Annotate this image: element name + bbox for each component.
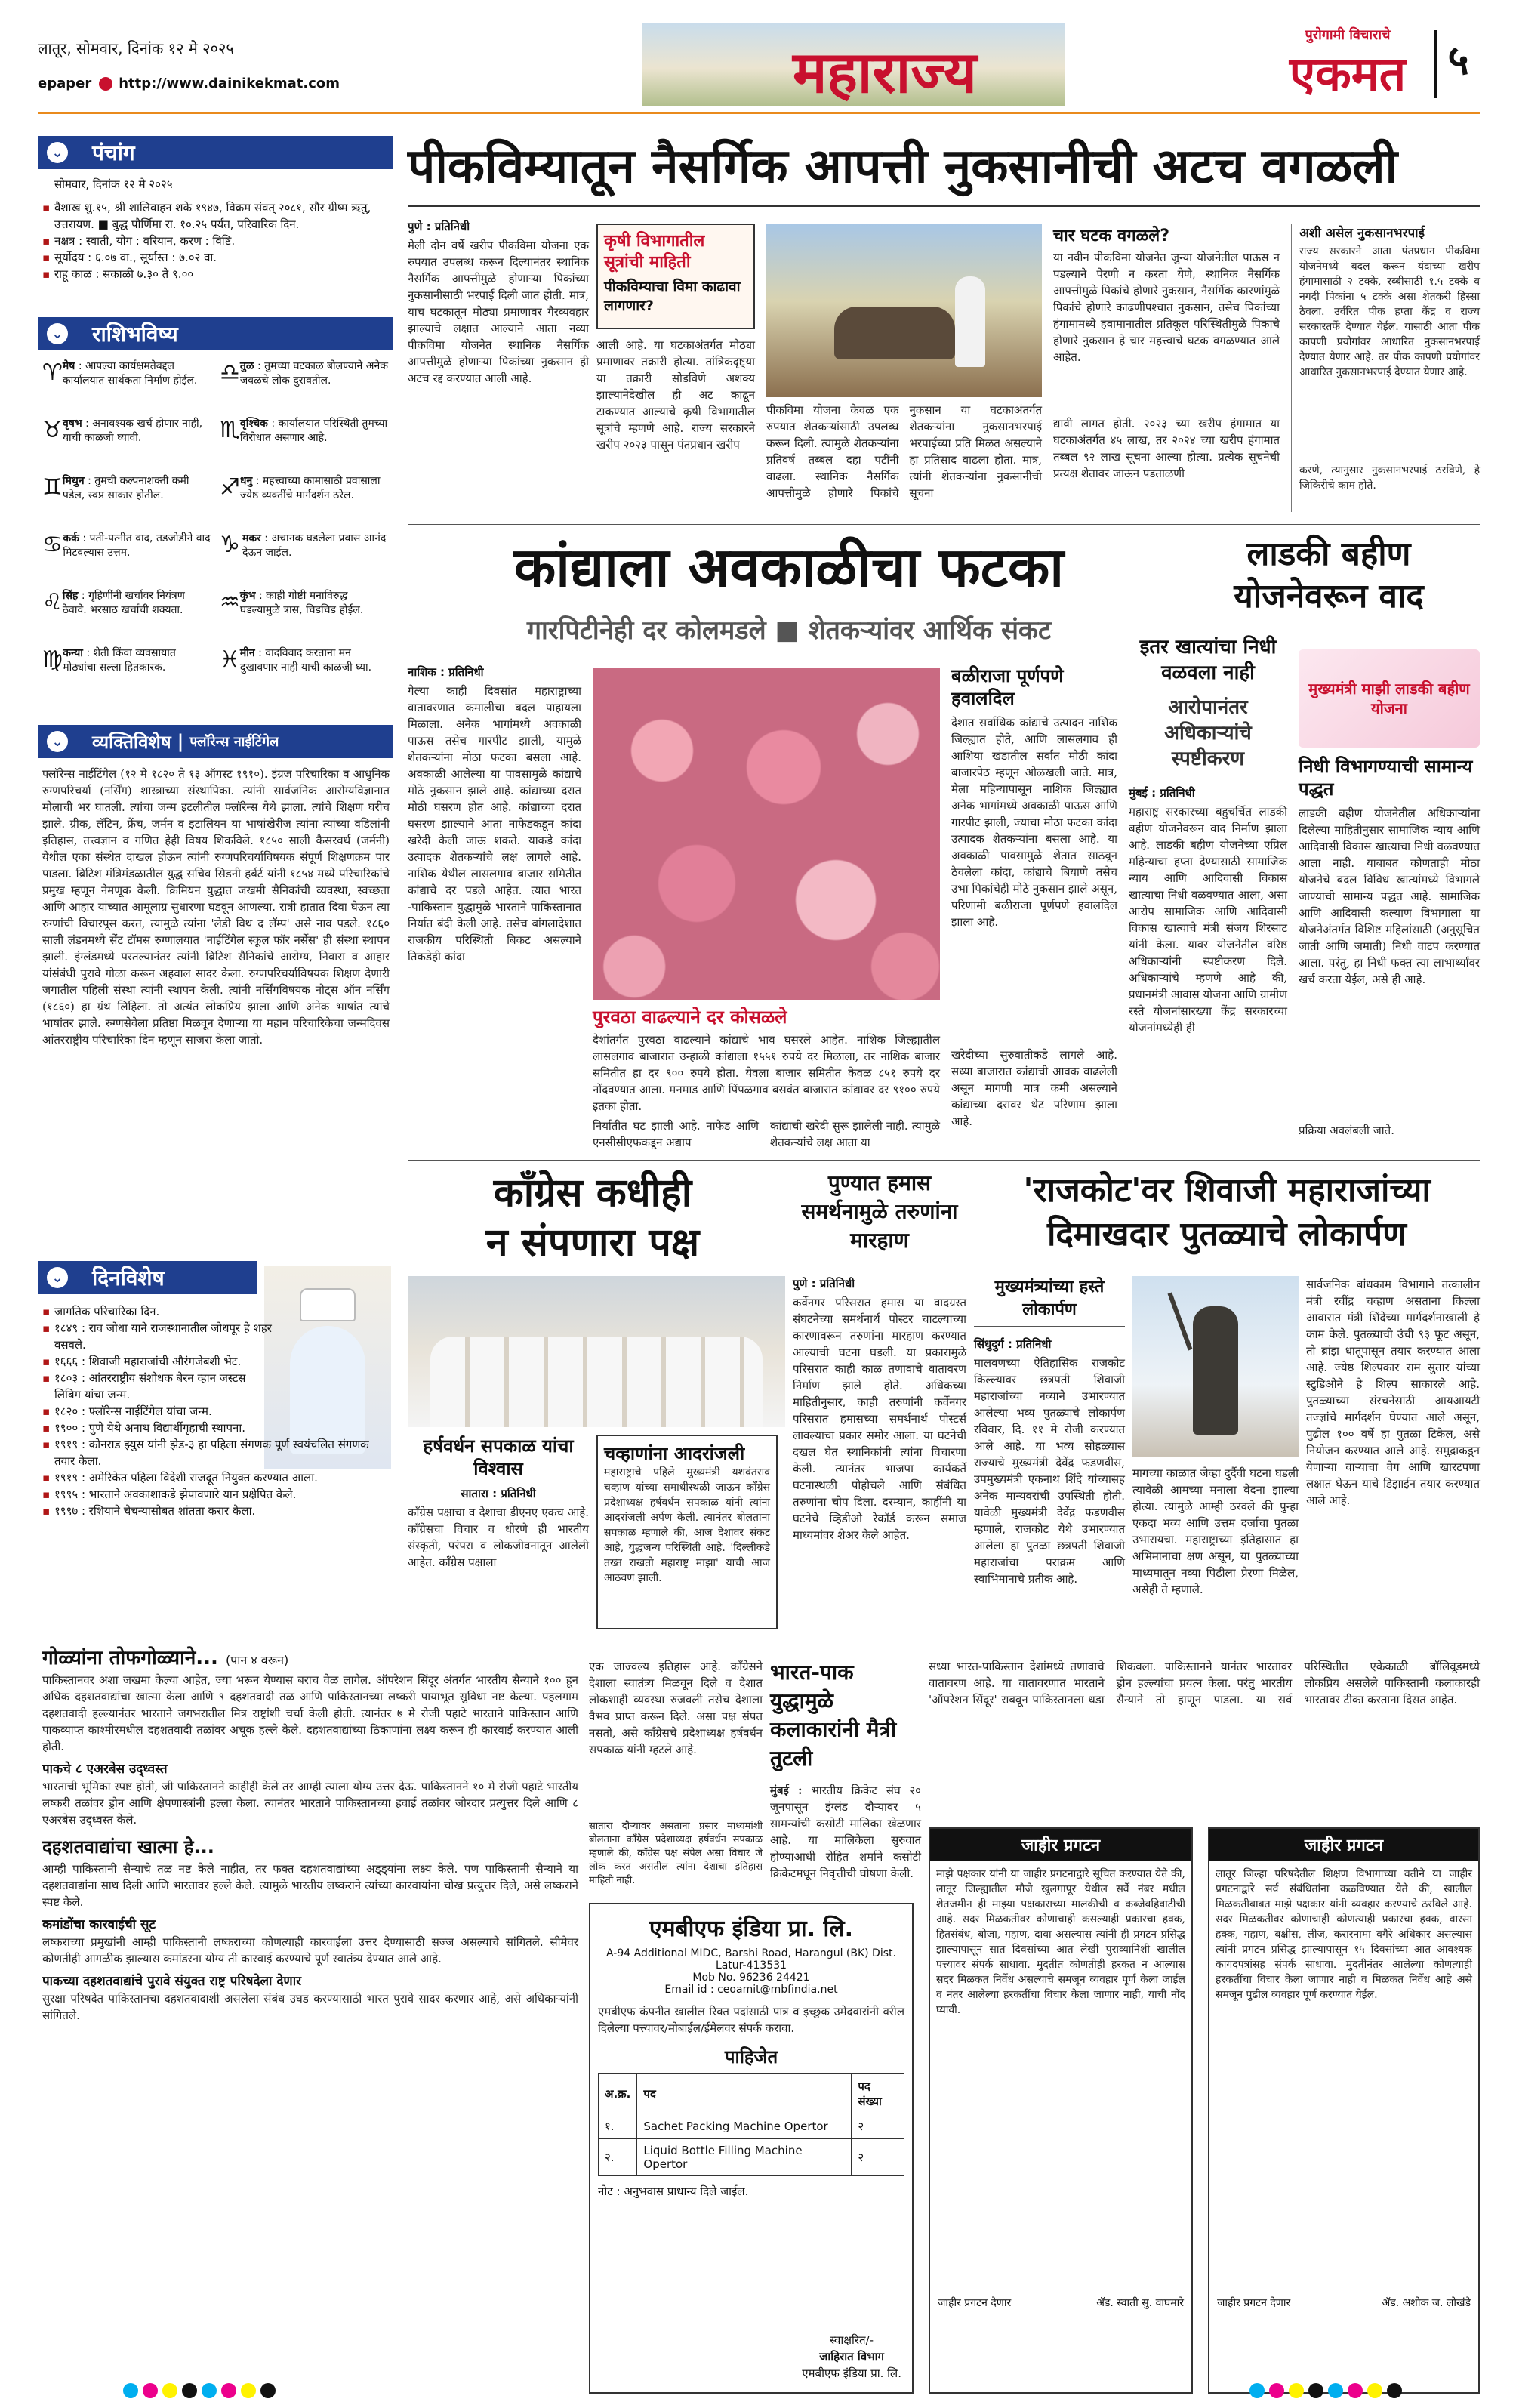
registration-marks-right [1247,2383,1404,2401]
sword-icon [1168,1292,1193,1350]
cricket-text: मुंबई : भारतीय क्रिकेट संघ २० जूनपासून इंग्लंड दौऱ्यावर ५ सामन्यांची कसोटी मालिका खेळणार आहे. या मालिकेला सुरुवात होण्याआधी रोहित शर्माने कसोटी क्रिकेटमधून निवृत्तीची घोषणा केली. [770,1784,921,1880]
lead-sidebar-text: या नवीन पीकविमा योजनेत जुन्या योजनेतील पाऊस न पडल्याने पेरणी न करता येणे, स्थानिक नैसर्गिक आपत्तीमुळे पिकांचे होणारे नुकसान, नैसर्गिक कारणांमुळे पिकांचे होणारे काढणीपश्चात नुकसान, तसेच पिकांच्या हंगामामध्ये हवामानातील प्रतिकूल परिस्थितीमुळे पिकांचे होणारे नुकसान हे चार महत्त्वाचे घटक वगळण्यात आले आहेत. [1053,251,1280,364]
dinvishesh-item: ▪ १९१९ : अमेरिकेत पहिला विदेशी राजदूत नियुक्त करण्यात आला. [42,1469,390,1486]
table-cell: २. [599,2139,637,2176]
lead-text: मेली दोन वर्षे खरीप पीकविमा योजना एक रुपयात उपलब्ध करून दिल्यानंतर स्थानिक नैसर्गिक आपत्तीमुळे होणाऱ्या पिकांच्या नुकसानीसाठी भरपाई दिली जात होती. मात्र, याच घटकातून मोठ्या प्रमाणावर गैरव्यवहार झाल्याचे लक्षात आल्याने आता नव्या पीकविमा योजनेत स्थानिक नैसर्गिक आपत्तीमुळे होणाऱ्या पिकांच्या नुकसान ही अटच रद्द करण्यात आली आहे. [408,239,589,385]
taurus-icon: ♉ [42,417,63,443]
dinvishesh-header: ⌄ दिनविशेष [38,1261,257,1294]
ladki-col-1 [1129,785,1287,1152]
golya-text: सुरक्षा परिषदेत पाकिस्तानचा दहशतवादाशी असलेला संबंध उघड करण्यासाठी भारत पुरावे सादर करणार आहे, असे अधिकाऱ्यांनी सांगितले. [42,1992,578,2022]
epaper-bar [38,76,340,91]
congress-col-1 [408,1486,589,1622]
farmer-figure-icon [955,276,985,367]
notice-footer: जाहीर प्रगटन देणार ॲड. अशोक ज. लोखंडे [1217,2297,1471,2309]
ladki-text: महाराष्ट्र सरकारच्या बहुचर्चित लाडकी बहीण योजनेवरून वाद निर्माण झाला आहे. लाडकी बहीण योजनेच्या एप्रिल महिन्याचा हप्ता देण्यासाठी सामाजिक न्याय आणि आदिवासी विकास खात्याचा निधी वळवण्यात आला, असा आरोप सामाजिक आणि आदिवासी विकास खात्याचे मंत्री संजय शिरसाट यांनी केला. यावर योजनेतील वरिष्ठ अधिकाऱ्यांनी स्पष्टीकरण दिले. अधिकाऱ्यांचे म्हणणे आहे की, प्रधानमंत्री आवास योजना आणि ग्रामीण रस्ते योजनांसारख्या केंद्र सरकारच्या योजनांमध्येही ही [1129,805,1287,1034]
scheme-logo-label: मुख्यमंत्री माझी लाडकी बहीण योजना [1308,680,1470,717]
vyaktivishesh-body: फ्लॉरेन्स नाईटिंगेल (१२ मे १८२० ते १३ ऑगस्ट १९१०). इंग्रज परिचारिका व आधुनिक रुग्णपरिचर्या (नर्सिंग) शास्त्राच्या संस्थापिका. त्यांनी सार्वजनिक आरोग्यविज्ञानात मोलाची भर घातली. त्यांचा जन्म इटलीतील फ्लॉरेन्स येथे झाला. त्यांचे शिक्षण घरीच झाले. ग्रीक, लॅटिन, फ्रेंच, जर्मन व इटालियन या भाषांखेरीज त्यांना त्यांच्या वडिलांनी इतिहास, तत्त्वज्ञान व गणित हेही विषय शिकविले. १८५० साली कैसरवर्थ (जर्मनी) येथील एका संस्थेत दाखल होऊन त्यांनी रुग्णपरिचर्याविषयक संपूर्ण शिक्षणक्रम पार पाडला. ब्रिटिश मंत्रिमंडळातील युद्ध सचिव सिडनी हर्बर्ट यांनी १८५४ मध्ये परिचारिकांचे प्रमुख म्हणून नेमणूक केली. क्रिमियन युद्धात जखमी सैनिकांची व्यवस्था, स्वच्छता आणि आहार यांच्यात आमूलाग्र सुधारणा घडवून आणल्या. रात्री हातात दिवा घेऊन त्या रुग्णांची विचारपूस करत, त्यामुळे त्यांना 'लेडी विथ द लॅम्प' असे नाव पडले. १८६० साली लंडनमध्ये सेंट टॉमस रुग्णालयात 'नाईटिंगेल स्कूल फॉर नर्सेस' ही संस्था स्थापन झाली. इंग्लंडमध्ये परतल्यानंतर त्यांनी ब्रिटिश सैनिकांचे आरोग्य, निवारा व आहार यांसंबंधी पुरावे गोळा करून अहवाल सादर केला. रुग्णपरिचर्याविषयक शिक्षण देणारी जगातील पहिली संस्था त्यांनी स्थापन केली. त्यांनी नर्सिंगविषयक नोट्स ऑन नर्सिंग (१८६०) हा ग्रंथ लिहिला. तो अत्यंत लोकप्रिय झाला आणि अनेक भाषांत त्याचे भाषांतर झाले. रुग्णसेवेला प्रतिष्ठा मिळवून देणाऱ्या या महान परिचारिकेचा जन्मदिवस आंतरराष्ट्रीय परिचारिका दिन म्हणून साजरा केला जातो. [42,767,390,1047]
congress-text: सातारा दौऱ्यावर असताना प्रसार माध्यमांशी बोलताना काँग्रेस प्रदेशाध्यक्ष हर्षवर्धन सपकाळ म्हणाले की, काँग्रेस पक्ष संपेल असा विचार जे लोक करत असतील त्यांना देशाचा इतिहास माहिती नाही. [589,1821,763,1886]
rashi-header: ⌄ राशिभविष्य [38,317,393,350]
onion-col-1 [408,664,581,1118]
lead-col-1 [408,219,589,513]
ad-mobile: Mob No. 96236 24421 [692,1972,810,1984]
congress-headline-1: काँग्रेस कधीही [493,1170,692,1216]
panchang-date: सोमवार, दिनांक १२ मे २०२५ [54,177,173,191]
capricorn-icon: ♑ [220,532,240,558]
paper-tagline: पुरोगामी विचाराचे [1305,27,1391,43]
golya-body [42,1672,578,2374]
onion-text: गेल्या काही दिवसांत महाराष्ट्राच्या वातावरणात कमालीचा बदल पाहायला मिळाला. अनेक भागांमध्ये अवकाळी पाऊस तसेच गारपीट झाली, यामुळे शेतकऱ्यांना मोठा फटका बसला आहे. अवकाळी आलेल्या या पावसामुळे कांद्याचे मोठे नुकसान झाले आहे. कांद्याच्या दरात मोठी घसरण होत आहे. कांद्याच्या दरात घसरण झाल्याने आता नाफेडकडून कांदा खरेदी केली जाऊ शकते. याकडे कांदा उत्पादक शेतकऱ्यांचे लक्ष लागले आहे. नाशिक येथील लासलगाव बाजार समितीत कांद्याचे दर पडले आहेत. त्यात भारत -पाकिस्तान युद्धामुळे भारताने पाकिस्तानात निर्यात बंदी केली आहे. तसेच बांगलादेशात राजकीय परिस्थिती बिकट असल्याने तिकडेही कांदा [408,684,581,964]
panchang-body [42,177,390,282]
rajkot-headline-1: 'राजकोट'वर शिवाजी महाराजांच्या [1023,1171,1431,1210]
notice-title: जाहीर प्रगटन [1209,1829,1478,1861]
dinvishesh-body [42,1303,390,1628]
ad-table-title: पाहिजेत [724,2046,778,2067]
sagittarius-icon: ♐ [220,474,240,501]
table-cell: Liquid Bottle Filling Machine Opertor [637,2139,852,2176]
lead-text: द्यावी लागत होती. २०२३ च्या खरीप हंगामात या घटकाअंतर्गत ४५ लाख, तर २०२४ च्या खरीप हंगामात तब्बल ९२ लाख सूचना आल्या होत्या. प्रत्येक सूचनेची प्रत्यक्ष शेतावर जाऊन पडताळणी [1053,417,1280,480]
tribute-title: चव्हाणांना आदरांजली [604,1443,745,1464]
golya-title: गोळ्यांना तोफगोळ्याने... [42,1647,218,1670]
golya-continued: (पान ४ वरून) [225,1653,289,1667]
rashi-item: ♋ कर्क : पती-पत्नीत वाद, तडजोडीने वाद मिटवल्यास उत्तम. [42,532,212,589]
onion-sidebar [951,664,1117,1152]
color-registration-strip [121,2383,1404,2401]
epaper-label: epaper [38,76,92,91]
tribute-text: महाराष्ट्राचे पहिले मुख्यमंत्री यशवंतराव चव्हाण यांच्या समाधीस्थळी जाऊन काँग्रेस प्रदेशाध्यक्ष हर्षवर्धन सपकाळ यांनी त्यांना आदरांजली अर्पण केली. त्यानंतर बोलताना सपकाळ म्हणाले की, आज देशावर संकट आहे, युद्धजन्य परिस्थिती आहे. 'दिल्लीकडे तख्त राखतो महाराष्ट्र माझा' याची आज आठवण झाली. [604,1466,770,1584]
vyaktivishesh-header: ⌄ व्यक्तिविशेष | फ्लॉरेन्स नाईटिंगेल [38,725,393,758]
statue-icon [1193,1306,1238,1435]
rajkot-text: मालवणच्या ऐतिहासिक राजकोट किल्ल्यावर छत्रपती शिवाजी महाराजांच्या नव्याने उभारण्यात आलेल्या भव्य पुतळ्याचे लोकार्पण रविवार, दि. ११ मे रोजी करण्यात आले आहे. या भव्य सोहळ्यास राज्याचे मुख्यमंत्री देवेंद्र फडणवीस, उपमुख्यमंत्री एकनाथ शिंदे यांच्यासह अनेक मान्यवरांची उपस्थिती होती. यावेळी मुख्यमंत्री देवेंद्र फडणवीस म्हणाले, राजकोट येथे उभारण्यात आलेला हा पुतळा छत्रपती शिवाजी महाराजांचा पराक्रम आणि स्वाभिमानाचे प्रतीक आहे. [974,1356,1125,1586]
table-header: अ.क्र. [599,2074,637,2114]
rajkot-text: मागच्या काळात जेव्हा दुर्दैवी घटना घडली त्यावेळी आमच्या मनाला वेदना झाल्या होत्या. त्यामुळे आम्ही ठरवले की पुन्हा एकदा भव्य आणि उत्तम दर्जाचा पुतळा उभारायचा. महाराष्ट्राच्या इतिहासात हा अभिमानाचा क्षण असून, या पुतळ्याच्या माध्यमातून नव्या पिढीला प्रेरणा मिळेल, असेही ते म्हणाले. [1132,1466,1299,1596]
rashi-item: ♑ मकर : अचानक घडलेला प्रवास आनंद देऊन जाईल. [220,532,390,589]
golya-subhead: पाकच्या दहशतवाद्यांचे पुरावे संयुक्त राष्ट्र परिषदेला देणार [42,1974,302,1989]
golya-text: पाकिस्तानवर अशा जखमा केल्या आहेत, ज्या भरून येण्यास बराच वेळ लागेल. ऑपरेशन सिंदूर अंतर्गत भारतीय सैन्याने १०० हून अधिक दहशतवाद्यांचा खात्मा केला आणि ९ दहशतवादी तळ आणि पाकिस्तानच्या लष्करी पायाभूत सुविधा नष्ट केल्या. पहलगाम दहशतवादी हल्ल्यानंतर भारताने जगभरातील मित्र राष्ट्रांशी चर्चा केली होती. त्यानंतर ७ मे रोजी पहाटे भारताने पाकिस्तान आणि पाकव्याप्त काश्मीरमधील दहशतवादी तळांवर अचूक हल्ले केले. दहशतवाद्यांच्या ठिकाणांना लक्ष्य करून ही कारवाई करण्यात आली होती. [42,1673,578,1753]
website-link[interactable]: http://www.dainikekmat.com [119,76,340,91]
rashi-item: ♌ सिंह : गृहिणींनी खर्चावर नियंत्रण ठेवावे. भरसाठ खर्चाची शक्यता. [42,589,212,646]
ad-email: Email id : ceoamit@mbfindia.net [664,1984,838,1996]
congress-dateline: सातारा : प्रतिनिधी [461,1487,536,1500]
table-row [599,2139,904,2176]
onion-caption-text: देशांतर्गत पुरवठा वाढल्याने कांद्याचे भाव घसरले आहेत. नाशिक जिल्ह्यातील लासलगाव बाजारात उन्हाळी कांद्याला १५५१ रुपये दर मिळाला, तर नाशिक बाजार समितीत हा दर ९०० रुपये होता. येवला बाजार समितीत केवळ ८५१ रुपये दर नोंदवण्यात आला. मनमाड आणि पिंपळगाव बसवंत बाजारात कांद्यावर दर ९१०० रुपये इतका होता. [593,1033,940,1113]
panchang-item: ▪ नक्षत्र : स्वाती, योग : वरियान, करण : विष्टि. [42,233,390,249]
dinvishesh-item: ▪ १६६६ : शिवाजी महाराजांची औरंगजेबशी भेट. [42,1353,273,1370]
panchang-item: ▪ सूर्योदय : ६.०७ वा., सूर्यास्त : ७.०२ वा. [42,249,390,266]
rajkot-text: सार्वजनिक बांधकाम विभागाने तत्कालीन मंत्री रवींद्र चव्हाण असताना किल्ला आवारात मंत्री शिंदेंच्या मार्गदर्शनाखाली हे काम केले. पुतळ्याची उंची ९३ फूट असून, तो ब्रांझ धातूपासून तयार करण्यात आला आहे. ज्येष्ठ शिल्पकार राम सुतार यांच्या स्टुडिओने हे शिल्प साकारले आहे. पुतळ्याच्या संरचनेसाठी आयआयटी तज्ज्ञांचे मार्गदर्शन घेण्यात आले असून, पुढील १०० वर्षे हा पुतळा टिकेल, असे नियोजन करण्यात आले आहे. समुद्राकडून येणाऱ्या वाऱ्याचा वेग आणि खारटपणा लक्षात घेऊन याचे डिझाईन तयार करण्यात आले आहे. [1306,1278,1480,1507]
libra-icon: ♎ [220,359,240,386]
table-header: पद [637,2074,852,2114]
lead-headline: पीकविम्यातून नैसर्गिक आपत्ती नुकसानीची अटच वगळली [408,138,1398,195]
scorpio-icon: ♏ [220,417,240,443]
globe-icon [99,77,112,91]
ladki-sidebar-end: प्रक्रिया अवलंबली जाते. [1299,1124,1394,1137]
congress-photo [408,1276,785,1427]
onion-sidebar-title: बळीराजा पूर्णपणे हवालदिल [951,665,1064,709]
golya-text: आम्ही पाकिस्तानी सैन्याचे तळ नष्ट केले नाहीत, तर फक्त दहशतवाद्यांच्या अड्ड्यांना लक्ष्य केले. पण पाकिस्तानी सैन्याने या दहशतवाद्यांना साथ दिली आणि भारतावर हल्ले केले. त्यामुळे भारतीय लष्कराने त्यांच्या कारवायांना चोख प्रत्युत्तर दिले, असे लष्कराने स्पष्ट केले. [42,1862,578,1909]
cricket-text: सध्या भारत-पाकिस्तान देशांमध्ये तणावाचे वातावरण आहे. या वातावरणात भारताने 'ऑपरेशन सिंदूर' राबवून पाकिस्तानला धडा शिकवला. पाकिस्तानने यानंतर भारतावर ड्रोन हल्ल्यांचा प्रयत्न केला. परंतु भारतीय सैन्याने तो हाणून पाडला. या सर्व परिस्थितीत एकेकाळी बॉलिवूडमध्ये लोकप्रिय असलेले पाकिस्तानी कलाकारही भारतावर टीका करताना दिसत आहेत. [929,1660,1480,1707]
ladki-sidebar [1299,755,1480,1152]
shivaji-statue-photo [1132,1276,1299,1457]
table-row [599,2114,904,2139]
ladki-dateline: मुंबई : प्रतिनिधी [1129,786,1195,800]
notice-text: माझे पक्षकार यांनी या जाहीर प्रगटनाद्वारे सूचित करण्यात येते की, लातूर जिल्ह्यातील मौजे खुलगापूर येथील सर्वे नंबर मधील शेतजमीन ही माझ्या पक्षकाराच्या मालकीची व कब्जेवहिवाटीची आहे. सदर मिळकतीवर कोणाचाही कसल्याही प्रकारचा हक्क, हितसंबंध, बोजा, गहाण, दावा असल्यास त्यांनी ही प्रगटन प्रसिद्ध झाल्यापासून सात दिवसांच्या आत लेखी पुराव्यानिशी खालील पत्त्यावर संपर्क साधावा. मुदतीत कोणतीही हरकत न आल्यास सदर मिळकत निर्वेध असल्याचे समजून व्यवहार पूर्ण केला जाईल व नंतर आलेल्या हरकतींचा विचार केला जाणार नाही, याची नोंद घ्यावी. [936,1868,1185,2016]
lead-compensation-box [1291,224,1480,512]
rashi-left-column [42,359,212,704]
golya-subhead: दहशतवाद्यांचा खात्मा हे... [42,1836,214,1858]
vacancy-table [598,2073,904,2176]
notice-footer: जाहीर प्रगटन देणार ॲड. स्वाती सु. वाघमारे [938,2297,1184,2309]
congress-text: काँग्रेस पक्षाचा व देशाचा डीएनए एकच आहे. काँग्रेसचा विचार व धोरणे ही भारतीय संस्कृती, परंपरा व लोकजीवनातून आलेली आहेत. काँग्रेस पक्षाला [408,1506,589,1569]
panchang-header: ⌄ पंचांग [38,136,393,169]
onion-photo [593,668,940,1000]
notice-title: जाहीर प्रगटन [930,1829,1191,1861]
ladki-sidebar-title: निधी विभागण्याची सामान्य पद्धत [1299,756,1473,800]
farmer-photo [766,224,1042,397]
rajkot-dateline: सिंधुदुर्ग : प्रतिनिधी [974,1337,1052,1351]
rashi-item: ♎ तुळ : तुमच्या घटकाळ बोलण्याने अनेक जवळचे लोक दुरावतील. [220,359,390,417]
lead-rule [408,205,1480,207]
table-cell: Sachet Packing Machine Opertor [637,2114,852,2139]
dinvishesh-item: ▪ १९९५ : भारताने अवकाशाकडे झेपावणारे यान प्रक्षेपित केले. [42,1486,390,1503]
pune-dateline: पुणे : प्रतिनिधी [793,1277,855,1290]
table-cell: २ [852,2114,904,2139]
dinvishesh-item: ▪ १९०० : पुणे येथे अनाथ विद्यार्थीगृहाची स्थापना. [42,1420,273,1436]
dinvishesh-item: ▪ जागतिक परिचारिका दिन. [42,1303,273,1320]
onion-caption-title: पुरवठा वाढल्याने दर कोसळले [593,1007,787,1028]
vyaktivishesh-subject: फ्लॉरेन्स नाईटिंगेल [190,734,279,750]
ladki-scheme-logo [1299,649,1480,748]
rashi-right-column [220,359,390,704]
ladki-headline: लाडकी बहीण योजनेवरून वाद [1234,535,1424,615]
panchang-list [42,199,390,282]
golya-text: लष्कराच्या प्रमुखांनी आम्ही पाकिस्तानी लष्कराच्या कोणत्याही कारवाईला उत्तर देण्यासाठी सज्ज असल्याचे सांगितले. सीमेवर कोणतीही आगळीक झाल्यास कमांडरना योग्य ती कारवाई करण्याचे पूर्ण स्वातंत्र्य देण्यात आले आहे. [42,1935,578,1966]
panchang-item: ▪ राहू काळ : सकाळी ७.३० ते ९.०० [42,266,390,282]
golya-subhead: पाकचे ८ एअरबेस उद्ध्वस्त [42,1762,168,1777]
leo-icon: ♌ [42,589,63,615]
onion-text: खरेदीच्या सुरुवातीकडे लागले आहे. सध्या बाजारात कांद्याची आवक वाढलेली असून मागणी मात्र कमी असल्याने कांद्याच्या दरावर थेट परिणाम झाला आहे. [951,1048,1117,1128]
ad-intro: एमबीएफ कंपनीत खालील रिक्त पदांसाठी पात्र व इच्छुक उमेदवारांनी वरील दिलेल्या पत्त्यावर/मोबाईल/ईमेलवर संपर्क करावा. [598,2005,904,2035]
ladki-subhead-1: इतर खात्यांचा निधी वळवला नाही [1129,634,1287,686]
paper-logo: एकमत [1289,46,1407,101]
lead-text: पीकविमा योजना केवळ एक रुपयात शेतकऱ्यांसाठी उपलब्ध करून दिली. त्यामुळे शेतकऱ्यांना प्रतिवर्ष तब्बल दहा पटींनी वाढला. स्थानिक नैसर्गिक आपत्तीमुळे होणारे पिकांचे नुकसान या घटकाअंतर्गत शेतकऱ्यांना नुकसानभरपाई भरपाईच्या प्रति मिळत असल्याने हा प्रतिसाद वाढला होता. मात्र, त्यांनी शेतकऱ्यांना नुकसानीची सूचना [766,403,1042,500]
notice-text: लातूर जिल्हा परिषदेतील शिक्षण विभागाच्या वतीने या जाहीर प्रगटनाद्वारे सर्व संबंधितांना कळविण्यात येते की, खालील मिळकतीबाबत माझे पक्षकार यांनी व्यवहार करण्याचे ठरविले आहे. सदर मिळकतीवर कोणाचाही कोणत्याही प्रकारचा हक्क, वारसा हक्क, गहाण, बक्षीस, लीज, करारनामा वगैरे अधिकार असल्यास त्यांनी प्रगटन प्रसिद्ध झाल्यापासून १५ दिवसांच्या आत आवश्यक कागदपत्रांसह संपर्क साधावा. मुदतीनंतर आलेल्या कोणत्याही हरकतींचा विचार केला जाणार नाही व मिळकत निर्वेध आहे असे समजून पुढील व्यवहार पूर्ण करण्यात येईल. [1216,1868,1472,2001]
lead-box-question: पीकविम्याचा विमा काढावा लागणार? [604,279,741,314]
rashi-item: ♍ कन्या : शेती किंवा व्यवसायात मोठ्यांचा सल्ला हितकारक. [42,646,212,704]
aquarius-icon: ♒ [220,589,240,615]
lead-dateline: पुणे : प्रतिनिधी [408,220,470,233]
onion-sidebar-text: देशात सर्वाधिक कांद्याचे उत्पादन नाशिक जिल्ह्यात होते, आणि लासलगाव ही आशिया खंडातील सर्वात मोठी कांदा बाजारपेठ म्हणून ओळखली जाते. मात्र, मेला महिन्यापासून नाशिक जिल्ह्यात अनेक भागांमध्ये अवकाळी पाऊस आणि गारपीट झाली, ज्याचा मोठा फटका कांदा उत्पादक शेतकऱ्यांना बसला आहे. या अवकाळी पावसामुळे शेतात साठवून ठेवलेला कांदा, कांद्याचे बियाणे तसेच उभा पिकांचेही मोठे नुकसान झाले असून, परिणामी बळीराजा पूर्णपणे हवालदिल झाला आहे. [951,716,1117,929]
congress-headline-2: न संपणारा पक्ष [485,1219,700,1266]
congress-text: एक जाज्वल्य इतिहास आहे. काँग्रेसने देशाला स्वातंत्र्य मिळवून दिले व देशात लोकशाही व्यवस्था रुजवली तसेच देशाला वैभव प्राप्त करून दिले. असा पक्ष संपत नसतो, असे काँग्रेसचे प्रदेशाध्यक्ष हर्षवर्धन सपकाळ यांनी म्हटले आहे. [589,1660,763,1756]
ladki-sidebar-text: लाडकी बहीण योजनेतील अधिकाऱ्यांना दिलेल्या माहितीनुसार सामाजिक न्याय आणि आदिवासी विकास खात्याचा निधी वळवण्यात आला नाही. याबाबत कोणताही मोठा योजनेचे बदल विविध खात्यांमध्ये विभागले जाण्याची सामान्य पद्धत आहे. सामाजिक आणि आदिवासी कल्याण विभागाला या योजनेअंतर्गत विशिष्ट महिलांसाठी (अनुसूचित जाती आणि जमाती) निधी वाटप करण्यात आला. परंतु, हा निधी फक्त त्या लाभार्थ्यांवर खर्च करता येईल, असे ही आहे. [1299,806,1480,986]
aries-icon: ♈ [42,359,63,386]
cricket-dateline: मुंबई : [770,1784,803,1797]
cricket-headline: भारत-पाक युद्धामुळे कलाकारांनी मैत्री तुटली [770,1660,897,1771]
public-notice-a [929,1827,1193,2394]
onion-dateline: नाशिक : प्रतिनिधी [408,665,484,679]
congress-subhead: हर्षवर्धन सपकाळ यांचा विश्वास [423,1435,574,1479]
dinvishesh-item: ▪ १९१९ : कोनराड झ्युस यांनी झेड-३ हा पहिला संगणक पूर्ण स्वयंचलित संगणक तयार केला. [42,1436,390,1469]
table-cell: २ [852,2139,904,2176]
section-title: महाराज्य [793,39,977,106]
lead-highlight-box [596,224,755,329]
rashi-item: ♒ कुंभ : काही गोष्टी मनाविरुद्ध घडल्यामुळे त्रास, चिडचिड होईल. [220,589,390,646]
virgo-icon: ♍ [42,646,63,673]
rashi-item: ♏ वृश्चिक : कार्यालयात परिस्थिती तुमच्या विरोधात असणार आहे. [220,417,390,474]
lead-sidebar-four-factors [1053,224,1280,512]
pune-col [793,1276,966,1631]
lead-sidebar-title: चार घटक वगळले? [1053,227,1169,245]
pune-headline: पुण्यात हमास समर्थनामुळे तरुणांना मारहाण [801,1170,958,1253]
onion-headline: कांद्याला अवकाळीचा फटका [513,535,1064,599]
rajkot-headline-2: दिमाखदार पुतळ्याचे लोकार्पण [1047,1215,1407,1253]
dinvishesh-item: ▪ १८२० : फ्लॉरेन्स नाईटिंगेल यांचा जन्म. [42,1403,273,1420]
onion-text: निर्यातीत घट झाली आहे. नाफेड आणि एनसीसीएफकडून अद्याप [593,1119,759,1149]
ad-address: A-94 Additional MIDC, Barshi Road, Harangul (BK) Dist. Latur-413531 [606,1947,896,1972]
rashi-item: ♓ मीन : वादविवाद करताना मन दुखावणार नाही याची काळजी घ्या. [220,646,390,704]
table-cell: १. [599,2114,637,2139]
compensation-text: राज्य सरकारने आता पंतप्रधान पीकविमा योजनेमध्ये बदल करून यंदाच्या खरीप हंगामासाठी २ टक्के, रब्बीसाठी १.५ टक्के व नगदी पिकांना ५ टक्के असा शेतकरी हिस्सा ठेवला. उर्वरित पीक हप्ता केंद्र व राज्य सरकारतर्फे देण्यात येईल. यासाठी आता पीक कापणी प्रयोगांवर आधारित नुकसानभरपाई देण्यात येणार आहे. तर पीक कापणी प्रयोगांवर आधारित नुकसानभरपाई देण्यात येणार आहे. [1299,245,1480,378]
dinvishesh-item: ▪ १८४९ : राव जोधा याने राजस्थानातील जोधपूर हे शहर वसवले. [42,1320,273,1353]
ad-company: एमबीएफ इंडिया प्रा. लि. [649,1916,853,1942]
lead-box-title: कृषी विभागातील सूत्रांची माहिती [604,232,705,272]
rashi-item: ♐ धनु : महत्त्वाच्या कामासाठी प्रवासाला ज्येष्ठ व्यक्तींचे मार्गदर्शन ठरेल. [220,474,390,532]
pune-text: कर्वेनगर परिसरात हमास या वादग्रस्त संघटनेच्या समर्थनार्थ पोस्टर चाटल्याच्या कारणावरून तरुणांना मारहाण करण्यात आल्याची घटना घडली. या प्रकारामुळे परिसरात काही काळ तणावाचे वातावरण निर्माण झाले होते. अधिकच्या माहितीनुसार, काही तरुणांनी कर्वेनगर परिसरात हमासच्या समर्थनार्थ पोस्टर्स लावल्याचा प्रकार समोर आला. या घटनेची दखल घेत स्थानिकांनी त्यांना विचारणा केली. त्यानंतर भाजपा कार्यकर्ते घटनास्थळी पोहोचले आणि संबंधित तरुणांना चोप दिला. दरम्यान, काहींनी या घटनेचे व्हिडीओ रेकॉर्ड करून समाज माध्यमांवर शेअर केले आहेत. [793,1296,966,1542]
section-rule [408,524,1480,525]
chevron-down-icon: ⌄ [47,731,68,752]
rajkot-subhead: मुख्यमंत्र्यांच्या हस्ते लोकार्पण [974,1276,1125,1327]
dinvishesh-list [42,1303,390,1519]
rashi-item: ♊ मिथुन : तुमची कल्पनाशक्ती कमी पडेल, स्वप्न साकार होतील. [42,474,212,532]
chevron-down-icon: ⌄ [47,1267,68,1288]
registration-marks-left [121,2383,278,2401]
rashi-grid [42,359,390,714]
table-header: पद संख्या [852,2074,904,2114]
bullock-figure-icon [834,307,955,359]
cancer-icon: ♋ [42,532,63,558]
section-rule [408,1160,1480,1161]
chevron-down-icon: ⌄ [47,142,68,163]
page-number: ५ [1434,30,1480,98]
dinvishesh-item: ▪ १८०३ : आंतरराष्ट्रीय संशोधक बेरन व्हान जस्टस लिबिग यांचा जन्म. [42,1370,273,1403]
ad-signature: स्वाक्षरित/- जाहिरात विभाग एमबीएफ इंडिया प्रा. लि. [802,2333,901,2380]
rashi-item: ♉ वृषभ : अनावश्यक खर्च होणार नाही, याची काळजी घ्यावी. [42,417,212,474]
compensation-title: अशी असेल नुकसानभरपाई [1299,226,1425,241]
congress-tribute-box [596,1435,778,1629]
people-group-icon [430,1337,763,1427]
masthead [38,23,1480,113]
panchang-item: ▪ वैशाख शु.१५, श्री शालिवाहन शके १९४७, विक्रम संवत् २०८१, सौर ग्रीष्म ऋतु, उत्तरायण. ■ बुद्ध पौर्णिमा रा. १०.२५ पर्यंत, परिवारिक दिन. [42,199,390,233]
ladki-subhead-2: आरोपानंतर अधिकाऱ्यांचे स्पष्टीकरण [1164,696,1252,770]
lead-text: आली आहे. या घटकाअंतर्गत मोठ्या प्रमाणावर तक्रारी होत्या. तांत्रिकदृष्ट्या या तक्रारी सोडविणे अशक्य झाल्यानेदेखील ही अट काढून टाकण्यात आल्याचे कृषी विभागातील सूत्रांचे म्हणणे आहे. राज्य सरकारने खरीप २०२३ पासून पंतप्रधान खरीप [596,338,755,452]
golya-title-row [42,1643,586,1670]
rajkot-col-1 [974,1337,1125,1631]
masthead-dateline: लातूर, सोमवार, दिनांक १२ मे २०२५ [38,39,234,57]
dinvishesh-item: ▪ १९९७ : रशियाने चेचन्यासोबत शांतता करार केला. [42,1503,390,1519]
public-notice-b [1208,1827,1480,2394]
masthead-rule [38,112,1480,114]
onion-subhead: गारपिटीनेही दर कोलमडले ■ शेतकऱ्यांवर आर्थिक संकट [526,615,1052,646]
onion-text: कांद्याची खरेदी सुरू झालेली नाही. त्यामुळे शेतकऱ्यांचे लक्ष आता या [770,1119,940,1149]
golya-subhead: कमांडोंचा कारवाईची सूट [42,1917,156,1932]
compensation-text-end: करणे, त्यानुसार नुकसानभरपाई ठरविणे, हे जिकिरीचे काम होते. [1299,464,1480,492]
chevron-down-icon: ⌄ [47,323,68,344]
rashi-item: ♈ मेष : आपल्या कार्यक्षमतेबद्दल कार्यालयात सार्थकता निर्माण होईल. [42,359,212,417]
table-header-row [599,2074,904,2114]
pisces-icon: ♓ [220,646,240,673]
ad-note: नोट : अनुभवास प्राधान्य दिले जाईल. [598,2184,749,2198]
golya-text: भारताची भूमिका स्पष्ट होती, जी पाकिस्तानने काहीही केले तर आम्ही त्याला योग्य उत्तर देऊ. पाकिस्तानने १० मे रोजी पहाटे भारतीय लष्करी तळांवर ड्रोन आणि क्षेपणास्त्रांनी हल्ला केला. त्यानंतर भारताने पाकिस्तानच्या हवाई तळांवर जोरदार प्रत्युत्तर दिले आणि ८ एअरबेस उद्ध्वस्त केले. [42,1780,578,1827]
job-ad [589,1903,914,2394]
gemini-icon: ♊ [42,474,63,501]
